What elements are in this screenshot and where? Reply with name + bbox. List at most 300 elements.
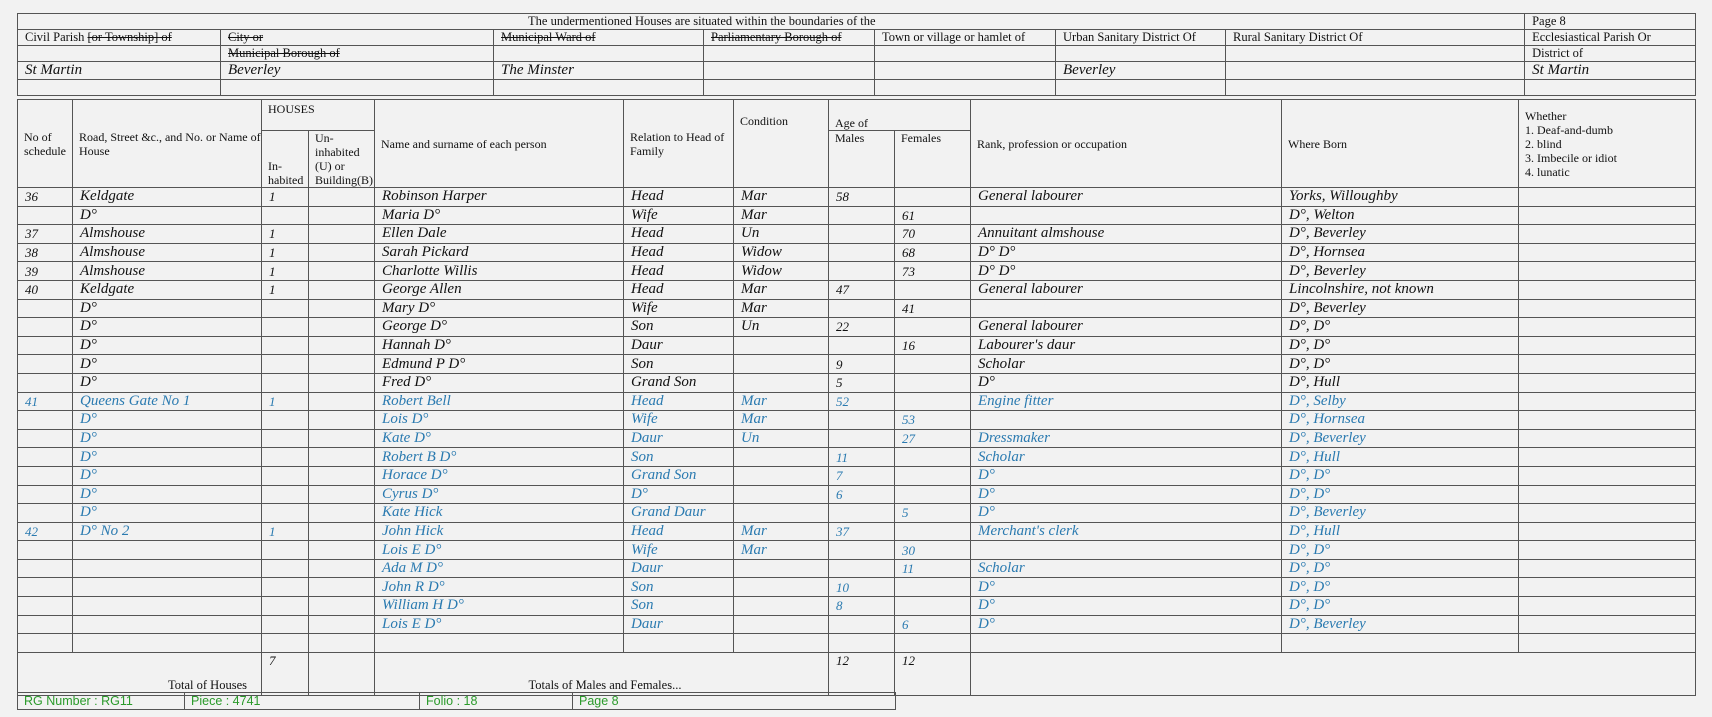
females-cell: 6 [895, 615, 971, 634]
condition-cell: Mar [734, 206, 829, 225]
condition-cell: Mar [734, 522, 829, 541]
condition-cell [734, 336, 829, 355]
females-cell: 27 [895, 429, 971, 448]
road-cell: Almshouse [73, 262, 262, 281]
birthplace-cell: D°, Hull [1282, 448, 1519, 467]
inhabited-cell: 1 [262, 262, 309, 281]
females-cell [895, 188, 971, 207]
occupation-cell: General labourer [971, 280, 1282, 299]
whether-cell [1519, 615, 1696, 634]
condition-cell [734, 634, 829, 653]
inhabited-cell [262, 597, 309, 616]
relation-cell: Grand Daur [624, 504, 734, 523]
occupation-cell: Scholar [971, 448, 1282, 467]
inhabited-cell [262, 206, 309, 225]
birthplace-cell: D°, Hull [1282, 373, 1519, 392]
table-row [18, 392, 1696, 411]
birthplace-cell: Yorks, Willoughby [1282, 188, 1519, 207]
occupation-cell: D° [971, 615, 1282, 634]
uninhabited-cell [309, 355, 375, 374]
schedule-cell: 38 [18, 243, 73, 262]
total-houses-value: 7 [262, 652, 309, 695]
whether-cell [1519, 188, 1696, 207]
uninhabited-cell [309, 429, 375, 448]
relation-cell: Wife [624, 206, 734, 225]
table-row [18, 188, 1696, 207]
condition-cell: Un [734, 429, 829, 448]
table-row [18, 336, 1696, 355]
females-cell: 30 [895, 541, 971, 560]
table-row [18, 411, 1696, 430]
table-row [18, 243, 1696, 262]
road-cell: Keldgate [73, 280, 262, 299]
inhabited-cell [262, 318, 309, 337]
col-houses: HOUSES [262, 100, 375, 131]
table-row [18, 485, 1696, 504]
name-cell: Edmund P D° [375, 355, 624, 374]
road-cell [73, 578, 262, 597]
table-row [18, 225, 1696, 244]
rural-label: Rural Sanitary District Of [1226, 30, 1525, 46]
females-cell [895, 485, 971, 504]
females-cell: 11 [895, 559, 971, 578]
occupation-cell: Dressmaker [971, 429, 1282, 448]
inhabited-cell [262, 578, 309, 597]
whether-cell [1519, 411, 1696, 430]
table-row [18, 355, 1696, 374]
inhabited-cell [262, 299, 309, 318]
occupation-cell: D° [971, 373, 1282, 392]
schedule-cell: 36 [18, 188, 73, 207]
whether-cell [1519, 373, 1696, 392]
schedule-cell [18, 355, 73, 374]
name-cell: Robert Bell [375, 392, 624, 411]
whether-cell [1519, 280, 1696, 299]
col-born: Where Born [1282, 100, 1519, 188]
inhabited-cell [262, 634, 309, 653]
col-inhabited: In-habited [262, 131, 309, 188]
inhabited-cell [262, 355, 309, 374]
males-cell: 9 [829, 355, 895, 374]
road-cell: Almshouse [73, 225, 262, 244]
schedule-cell [18, 206, 73, 225]
occupation-cell: Engine fitter [971, 392, 1282, 411]
uninhabited-cell [309, 597, 375, 616]
schedule-cell [18, 559, 73, 578]
uninhabited-cell [309, 299, 375, 318]
road-cell: D° [73, 448, 262, 467]
relation-cell: Daur [624, 429, 734, 448]
males-cell: 22 [829, 318, 895, 337]
name-cell: Mary D° [375, 299, 624, 318]
inhabited-cell: 1 [262, 392, 309, 411]
road-cell: D° [73, 504, 262, 523]
whether-cell [1519, 559, 1696, 578]
col-whether: Whether 1. Deaf-and-dumb 2. blind 3. Imbecile or idiot 4. lunatic [1519, 100, 1696, 188]
table-row [18, 522, 1696, 541]
inhabited-cell [262, 429, 309, 448]
eccl-label-b: District of [1525, 46, 1696, 62]
relation-cell: Son [624, 597, 734, 616]
males-cell: 47 [829, 280, 895, 299]
table-row [18, 597, 1696, 616]
birthplace-cell: D°, Hull [1282, 522, 1519, 541]
females-cell [895, 466, 971, 485]
schedule-cell [18, 373, 73, 392]
inhabited-cell: 1 [262, 243, 309, 262]
table-row [18, 299, 1696, 318]
road-cell: D° [73, 206, 262, 225]
birthplace-cell: D°, D° [1282, 355, 1519, 374]
whether-cell [1519, 318, 1696, 337]
condition-cell: Mar [734, 411, 829, 430]
males-cell [829, 262, 895, 281]
birthplace-cell: D°, Beverley [1282, 225, 1519, 244]
occupation-cell: Scholar [971, 559, 1282, 578]
relation-cell: Head [624, 225, 734, 244]
name-cell: Robert B D° [375, 448, 624, 467]
schedule-cell [18, 411, 73, 430]
occupation-cell: D° [971, 466, 1282, 485]
inhabited-cell [262, 485, 309, 504]
inhabited-cell: 1 [262, 522, 309, 541]
col-road: Road, Street &c., and No. or Name of House [73, 100, 262, 188]
females-cell [895, 392, 971, 411]
relation-cell: Head [624, 392, 734, 411]
males-cell [829, 206, 895, 225]
males-cell: 10 [829, 578, 895, 597]
males-cell: 11 [829, 448, 895, 467]
condition-cell: Widow [734, 262, 829, 281]
condition-cell: Un [734, 225, 829, 244]
occupation-cell: D° D° [971, 243, 1282, 262]
city-label: City or [221, 30, 494, 46]
birthplace-cell: D°, Selby [1282, 392, 1519, 411]
males-cell [829, 559, 895, 578]
name-cell: George Allen [375, 280, 624, 299]
uninhabited-cell [309, 392, 375, 411]
schedule-cell [18, 578, 73, 597]
females-cell: 41 [895, 299, 971, 318]
col-name: Name and surname of each person [375, 100, 624, 188]
table-row [18, 448, 1696, 467]
schedule-cell [18, 336, 73, 355]
relation-cell: Wife [624, 299, 734, 318]
table-row [18, 280, 1696, 299]
name-cell: Lois E D° [375, 541, 624, 560]
total-mf-label: Totals of Males and Females... [375, 652, 829, 695]
females-cell [895, 522, 971, 541]
males-cell [829, 615, 895, 634]
eccl-label-a: Ecclesiastical Parish Or [1525, 30, 1696, 46]
whether-cell [1519, 206, 1696, 225]
road-cell [73, 634, 262, 653]
ward-label: Municipal Ward of [494, 30, 704, 46]
road-cell [73, 597, 262, 616]
males-cell [829, 336, 895, 355]
whether-cell [1519, 522, 1696, 541]
table-row [18, 466, 1696, 485]
boundaries-header [17, 13, 1696, 96]
males-cell [829, 504, 895, 523]
schedule-cell: 41 [18, 392, 73, 411]
road-cell [73, 615, 262, 634]
occupation-cell [971, 411, 1282, 430]
relation-cell: Son [624, 318, 734, 337]
name-cell: Robinson Harper [375, 188, 624, 207]
col-condition: Condition [734, 100, 829, 188]
condition-cell [734, 373, 829, 392]
borough-label: Municipal Borough of [221, 46, 494, 62]
whether-cell [1519, 299, 1696, 318]
condition-cell: Mar [734, 280, 829, 299]
schedule-cell: 40 [18, 280, 73, 299]
table-row [18, 318, 1696, 337]
inhabited-cell [262, 504, 309, 523]
condition-cell [734, 466, 829, 485]
birthplace-cell: D°, Hornsea [1282, 411, 1519, 430]
females-cell [895, 578, 971, 597]
civil-parish-value: St Martin [18, 62, 221, 80]
whether-cell [1519, 504, 1696, 523]
whether-cell [1519, 448, 1696, 467]
relation-cell: Grand Son [624, 466, 734, 485]
females-cell [895, 448, 971, 467]
road-cell [73, 541, 262, 560]
occupation-cell: General labourer [971, 188, 1282, 207]
table-row [18, 615, 1696, 634]
condition-cell [734, 504, 829, 523]
whether-cell [1519, 578, 1696, 597]
males-cell: 52 [829, 392, 895, 411]
rural-value [1226, 62, 1525, 80]
page-number: Page 8 [1525, 14, 1696, 30]
birthplace-cell: D°, Beverley [1282, 299, 1519, 318]
birthplace-cell: D°, D° [1282, 318, 1519, 337]
uninhabited-cell [309, 615, 375, 634]
relation-cell: Head [624, 243, 734, 262]
males-cell: 5 [829, 373, 895, 392]
relation-cell: Head [624, 280, 734, 299]
name-cell: Hannah D° [375, 336, 624, 355]
road-cell: D° [73, 466, 262, 485]
schedule-cell [18, 541, 73, 560]
schedule-cell: 42 [18, 522, 73, 541]
road-cell: D° [73, 485, 262, 504]
condition-cell: Mar [734, 188, 829, 207]
occupation-cell [971, 634, 1282, 653]
road-cell: D° [73, 299, 262, 318]
birthplace-cell: Lincolnshire, not known [1282, 280, 1519, 299]
uninhabited-cell [309, 411, 375, 430]
inhabited-cell [262, 615, 309, 634]
condition-cell: Mar [734, 541, 829, 560]
uninhabited-cell [309, 206, 375, 225]
total-houses-label: Total of Houses [18, 652, 262, 695]
inhabited-cell: 1 [262, 280, 309, 299]
condition-cell: Widow [734, 243, 829, 262]
town-value [875, 62, 1056, 80]
schedule-cell [18, 466, 73, 485]
relation-cell: D° [624, 485, 734, 504]
uninhabited-cell [309, 466, 375, 485]
females-cell: 70 [895, 225, 971, 244]
condition-cell [734, 578, 829, 597]
col-age: Age of [829, 100, 971, 131]
females-cell: 5 [895, 504, 971, 523]
road-cell: D° [73, 373, 262, 392]
whether-cell [1519, 429, 1696, 448]
condition-cell [734, 559, 829, 578]
relation-cell: Daur [624, 615, 734, 634]
total-males: 12 [829, 652, 895, 695]
occupation-cell: D° [971, 485, 1282, 504]
uninhabited-cell [309, 559, 375, 578]
whether-cell [1519, 355, 1696, 374]
footer-page: Page 8 [573, 693, 896, 710]
males-cell: 7 [829, 466, 895, 485]
birthplace-cell: D°, Beverley [1282, 504, 1519, 523]
occupation-cell: D° [971, 504, 1282, 523]
uninhabited-cell [309, 634, 375, 653]
relation-cell: Head [624, 522, 734, 541]
males-cell [829, 299, 895, 318]
road-cell: D° [73, 411, 262, 430]
relation-cell: Head [624, 262, 734, 281]
females-cell: 53 [895, 411, 971, 430]
inhabited-cell [262, 559, 309, 578]
table-row [18, 559, 1696, 578]
table-row [18, 541, 1696, 560]
ward-value: The Minster [494, 62, 704, 80]
col-relation: Relation to Head of Family [624, 100, 734, 188]
whether-cell [1519, 392, 1696, 411]
road-cell: D° [73, 336, 262, 355]
parliamentary-label: Parliamentary Borough of [704, 30, 875, 46]
inhabited-cell [262, 466, 309, 485]
name-cell: Lois E D° [375, 615, 624, 634]
birthplace-cell: D°, D° [1282, 485, 1519, 504]
table-row [18, 429, 1696, 448]
road-cell: Queens Gate No 1 [73, 392, 262, 411]
table-row [18, 373, 1696, 392]
inhabited-cell [262, 336, 309, 355]
relation-cell: Daur [624, 559, 734, 578]
road-cell: D° No 2 [73, 522, 262, 541]
condition-cell: Mar [734, 299, 829, 318]
males-cell: 58 [829, 188, 895, 207]
males-cell [829, 225, 895, 244]
occupation-cell: Scholar [971, 355, 1282, 374]
females-cell [895, 597, 971, 616]
civil-parish-label: Civil Parish [or Township] of [18, 30, 221, 46]
rg-number: RG Number : RG11 [18, 693, 185, 710]
whether-cell [1519, 485, 1696, 504]
birthplace-cell: D°, Beverley [1282, 262, 1519, 281]
urban-label: Urban Sanitary District Of [1056, 30, 1226, 46]
birthplace-cell: D°, Hornsea [1282, 243, 1519, 262]
folio-number: Folio : 18 [420, 693, 573, 710]
whether-cell [1519, 634, 1696, 653]
males-cell: 8 [829, 597, 895, 616]
schedule-cell [18, 634, 73, 653]
uninhabited-cell [309, 522, 375, 541]
schedule-cell [18, 318, 73, 337]
whether-cell [1519, 466, 1696, 485]
census-table [17, 99, 1696, 696]
relation-cell: Head [624, 188, 734, 207]
relation-cell: Daur [624, 336, 734, 355]
uninhabited-cell [309, 188, 375, 207]
inhabited-cell: 1 [262, 188, 309, 207]
road-cell [73, 559, 262, 578]
name-cell: Lois D° [375, 411, 624, 430]
uninhabited-cell [309, 448, 375, 467]
occupation-cell: D° [971, 597, 1282, 616]
uninhabited-cell [309, 485, 375, 504]
females-cell: 61 [895, 206, 971, 225]
occupation-cell [971, 206, 1282, 225]
relation-cell: Grand Son [624, 373, 734, 392]
birthplace-cell: D°, Beverley [1282, 615, 1519, 634]
condition-cell [734, 355, 829, 374]
schedule-cell [18, 504, 73, 523]
birthplace-cell: D°, D° [1282, 597, 1519, 616]
males-cell [829, 634, 895, 653]
whether-cell [1519, 597, 1696, 616]
schedule-cell: 37 [18, 225, 73, 244]
schedule-cell [18, 448, 73, 467]
parliamentary-value [704, 62, 875, 80]
uninhabited-cell [309, 262, 375, 281]
name-cell: Ellen Dale [375, 225, 624, 244]
name-cell: Ada M D° [375, 559, 624, 578]
females-cell [895, 634, 971, 653]
table-row [18, 578, 1696, 597]
uninhabited-cell [309, 280, 375, 299]
occupation-cell: General labourer [971, 318, 1282, 337]
schedule-cell [18, 429, 73, 448]
road-cell: Keldgate [73, 188, 262, 207]
uninhabited-cell [309, 225, 375, 244]
schedule-cell [18, 597, 73, 616]
total-females: 12 [895, 652, 971, 695]
males-cell: 37 [829, 522, 895, 541]
whether-cell [1519, 225, 1696, 244]
occupation-cell: Labourer's daur [971, 336, 1282, 355]
relation-cell: Son [624, 578, 734, 597]
females-cell [895, 280, 971, 299]
boundaries-banner: The undermentioned Houses are situated within the boundaries of the [18, 14, 1379, 30]
relation-cell: Son [624, 355, 734, 374]
uninhabited-cell [309, 373, 375, 392]
males-cell [829, 429, 895, 448]
table-row [18, 504, 1696, 523]
name-cell: Kate Hick [375, 504, 624, 523]
birthplace-cell [1282, 634, 1519, 653]
occupation-cell [971, 299, 1282, 318]
occupation-cell: Merchant's clerk [971, 522, 1282, 541]
birthplace-cell: D°, D° [1282, 336, 1519, 355]
eccl-value: St Martin [1525, 62, 1696, 80]
relation-cell: Son [624, 448, 734, 467]
birthplace-cell: D°, D° [1282, 466, 1519, 485]
uninhabited-cell [309, 578, 375, 597]
schedule-cell [18, 299, 73, 318]
name-cell: Kate D° [375, 429, 624, 448]
city-value: Beverley [221, 62, 494, 80]
road-cell: D° [73, 355, 262, 374]
